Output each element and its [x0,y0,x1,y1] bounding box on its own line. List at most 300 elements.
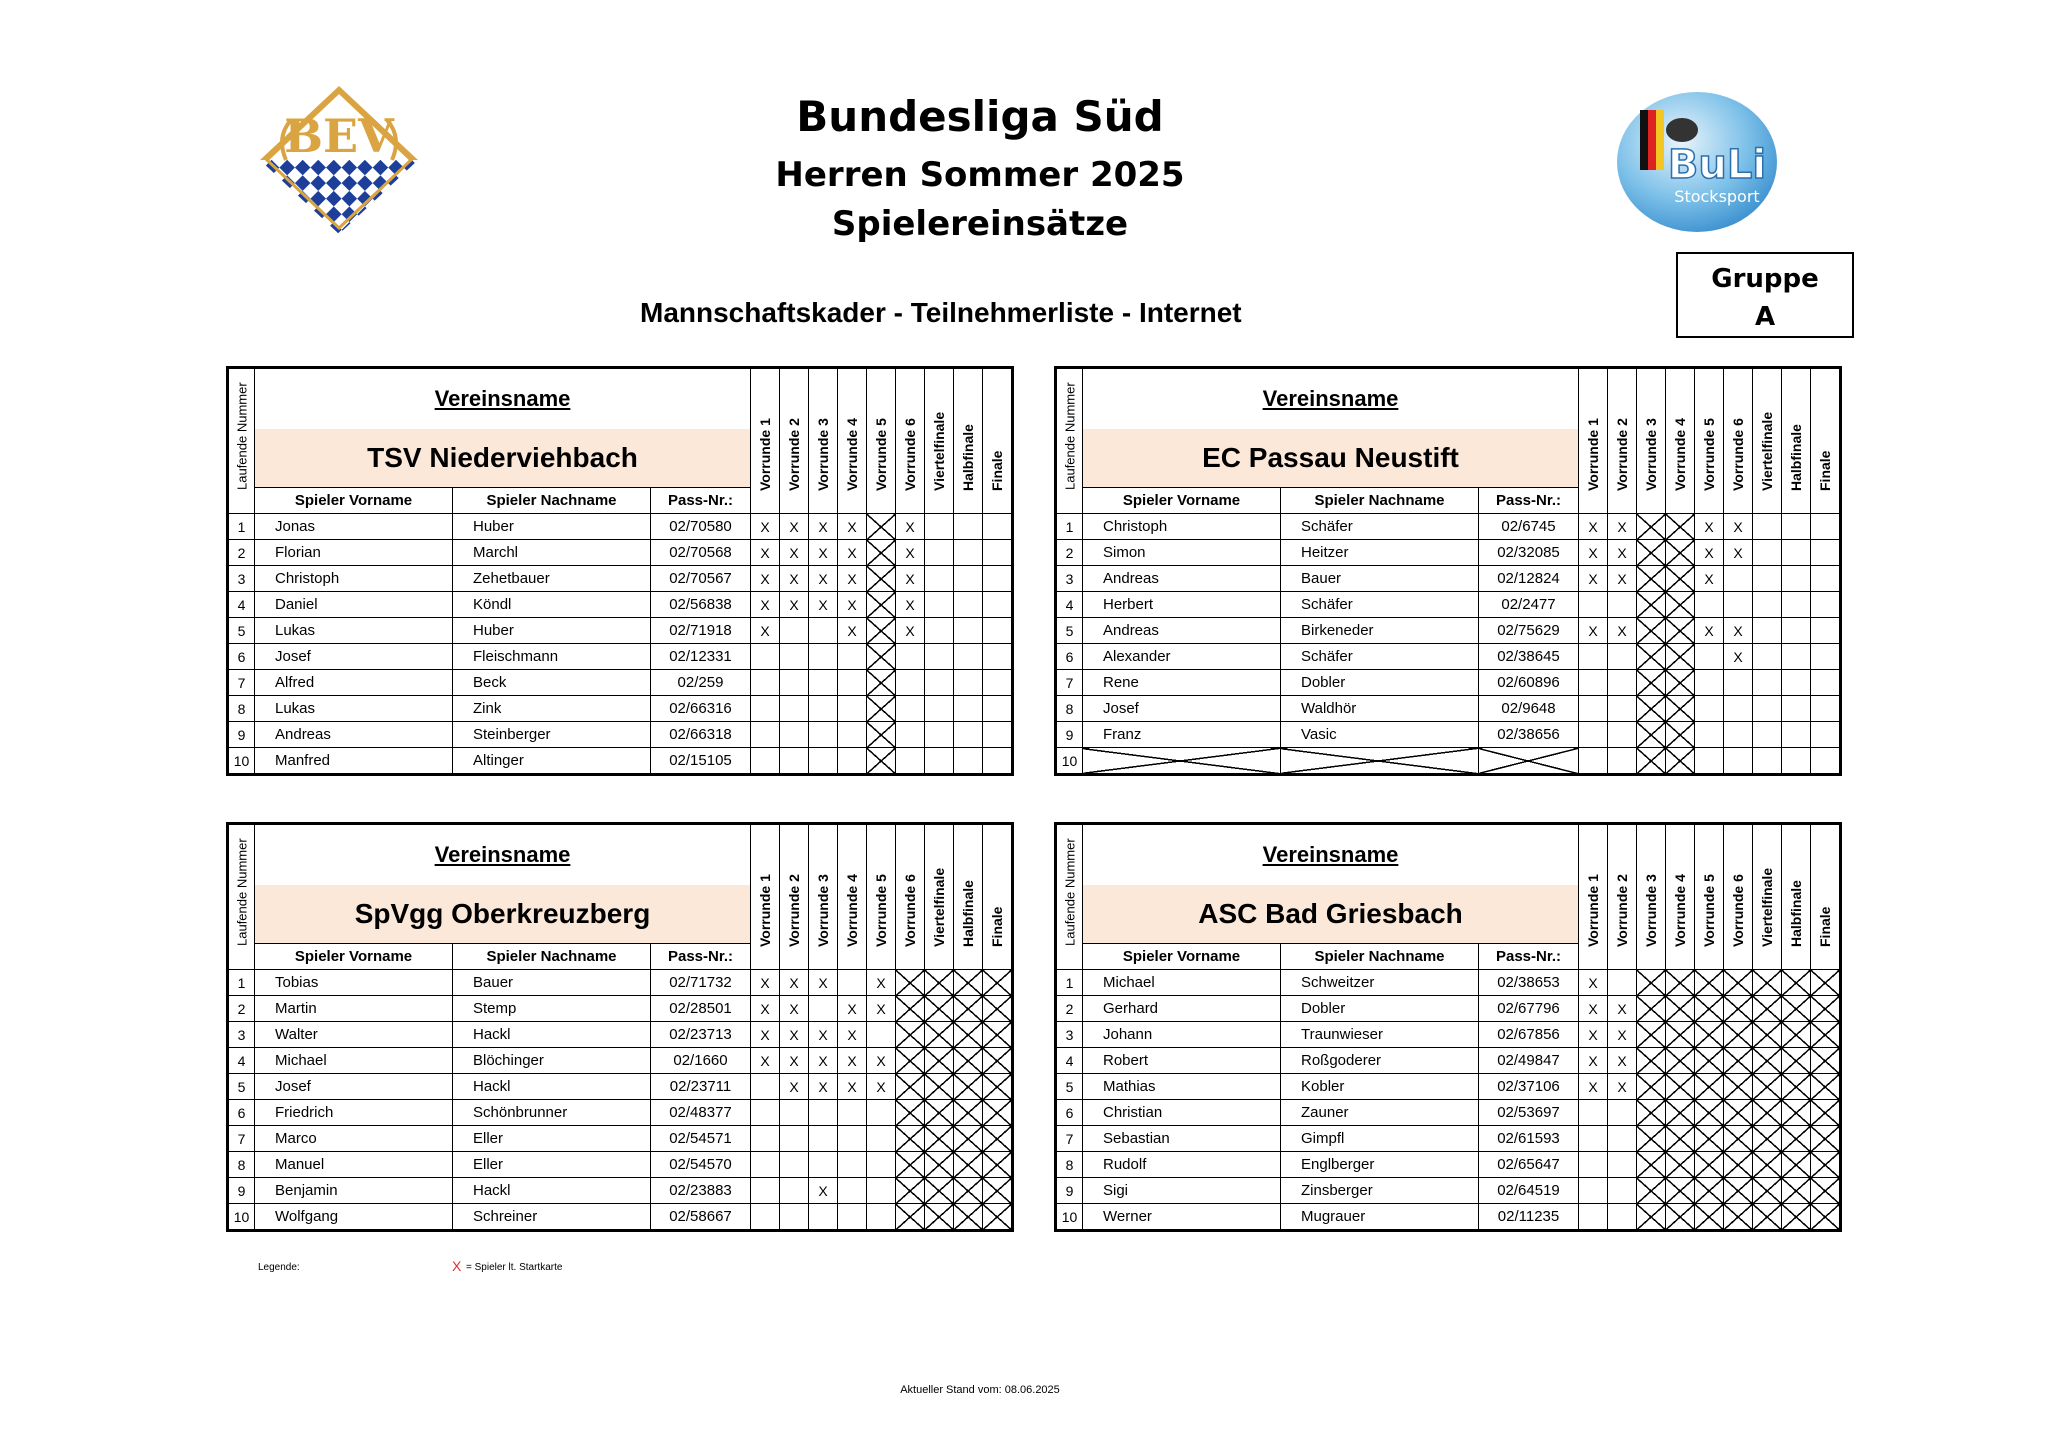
round-blocked-cell [1637,1126,1666,1152]
player-number: 1 [229,514,255,540]
round-blocked-cell [1695,1126,1724,1152]
player-number: 2 [229,996,255,1022]
player-number: 3 [229,1022,255,1048]
round-mark-cell: X [780,1022,809,1048]
round-blocked-cell [1666,1178,1695,1204]
round-label: Vorrunde 6 [902,874,918,947]
round-mark-cell [1753,514,1782,540]
round-blocked-cell [1724,1152,1753,1178]
round-blocked-cell [925,1204,954,1230]
player-pass-number: 02/58667 [651,1204,751,1230]
round-blocked-cell [896,1178,925,1204]
round-mark-cell: X [1608,1048,1637,1074]
round-mark-cell [867,1100,896,1126]
round-blocked-cell [954,1100,983,1126]
round-mark-cell [780,722,809,748]
round-mark-cell: X [896,618,925,644]
round-blocked-cell [925,996,954,1022]
round-mark-cell [1608,1100,1637,1126]
round-mark-cell: X [838,1022,867,1048]
round-mark-cell [925,748,954,774]
round-mark-cell [867,1126,896,1152]
round-mark-cell [1753,592,1782,618]
round-mark-cell [983,670,1012,696]
round-header [1579,825,1608,970]
round-blocked-cell [1637,1178,1666,1204]
round-mark-cell [983,748,1012,774]
round-mark-cell [867,1022,896,1048]
round-label: Halbfinale [1788,424,1804,491]
player-row [229,670,1012,696]
player-number: 8 [229,1152,255,1178]
round-label: Vorrunde 5 [873,418,889,491]
round-mark-cell [1608,970,1637,996]
player-first-name: Sebastian [1083,1126,1281,1152]
player-last-name [1281,748,1479,774]
pass-header: Pass-Nr.: [1479,488,1579,514]
round-mark-cell [838,1152,867,1178]
player-pass-number: 02/12331 [651,644,751,670]
round-mark-cell: X [809,514,838,540]
player-row [1057,1048,1840,1074]
round-mark-cell [1811,670,1840,696]
player-number: 4 [1057,592,1083,618]
player-last-name: Fleischmann [453,644,651,670]
laufende-nummer-label: Laufende Nummer [1062,838,1077,946]
round-mark-cell: X [809,1048,838,1074]
round-blocked-cell [1753,1126,1782,1152]
player-last-name: Vasic [1281,722,1479,748]
player-first-name: Manfred [255,748,453,774]
player-number: 7 [229,670,255,696]
player-row [1057,1074,1840,1100]
round-label: Vorrunde 1 [757,874,773,947]
round-mark-cell: X [780,592,809,618]
round-mark-cell [1695,670,1724,696]
player-pass-number: 02/70568 [651,540,751,566]
round-mark-cell [983,696,1012,722]
round-mark-cell [1811,644,1840,670]
round-mark-cell [925,514,954,540]
player-pass-number: 02/23883 [651,1178,751,1204]
player-last-name: Gimpfl [1281,1126,1479,1152]
player-number: 6 [229,1100,255,1126]
round-blocked-cell [954,1152,983,1178]
player-last-name: Schäfer [1281,592,1479,618]
round-blocked-cell [1782,970,1811,996]
round-label: Vorrunde 4 [1672,418,1688,491]
round-header [1695,369,1724,514]
round-mark-cell [751,1152,780,1178]
player-pass-number: 02/56838 [651,592,751,618]
round-mark-cell [983,592,1012,618]
bev-logo [256,82,422,238]
player-row [229,722,1012,748]
player-pass-number: 02/32085 [1479,540,1579,566]
round-label: Vorrunde 6 [1730,418,1746,491]
round-mark-cell [780,1178,809,1204]
player-number: 8 [1057,696,1083,722]
round-mark-cell [1608,592,1637,618]
round-blocked-cell [867,618,896,644]
round-mark-cell [983,644,1012,670]
player-first-name: Jonas [255,514,453,540]
round-blocked-cell [896,1074,925,1100]
round-blocked-cell [867,592,896,618]
round-blocked-cell [1753,1048,1782,1074]
round-mark-cell [751,722,780,748]
round-blocked-cell [896,1048,925,1074]
round-mark-cell: X [809,540,838,566]
round-mark-cell: X [1579,996,1608,1022]
round-label: Vorrunde 3 [815,418,831,491]
round-blocked-cell [983,1178,1012,1204]
player-last-name: Hackl [453,1074,651,1100]
round-mark-cell [838,748,867,774]
round-label: Halbfinale [1788,880,1804,947]
round-blocked-cell [1666,540,1695,566]
player-last-name: Mugrauer [1281,1204,1479,1230]
round-mark-cell [780,1126,809,1152]
player-last-name: Bauer [1281,566,1479,592]
player-number: 10 [229,748,255,774]
player-number: 3 [229,566,255,592]
round-mark-cell [867,1204,896,1230]
player-last-name: Zehetbauer [453,566,651,592]
round-blocked-cell [1811,1074,1840,1100]
player-first-name: Martin [255,996,453,1022]
round-label: Halbfinale [960,880,976,947]
player-first-name: Christoph [255,566,453,592]
player-last-name: Steinberger [453,722,651,748]
player-number: 5 [1057,618,1083,644]
round-blocked-cell [1695,970,1724,996]
round-header [954,369,983,514]
legend-text: = Spieler lt. Startkarte [466,1262,563,1273]
player-number: 9 [1057,1178,1083,1204]
round-label: Vorrunde 4 [844,418,860,491]
round-mark-cell [751,696,780,722]
round-mark-cell: X [838,566,867,592]
round-blocked-cell [867,748,896,774]
round-header [867,825,896,970]
legend-label: Legende: [258,1262,300,1273]
round-header [1753,825,1782,970]
round-blocked-cell [1637,540,1666,566]
player-number: 8 [1057,1152,1083,1178]
round-blocked-cell [925,1022,954,1048]
round-header [1695,825,1724,970]
player-row [229,996,1012,1022]
round-mark-cell: X [751,540,780,566]
player-first-name: Rene [1083,670,1281,696]
player-last-name: Zauner [1281,1100,1479,1126]
player-first-name: Michael [1083,970,1281,996]
round-blocked-cell [1666,1074,1695,1100]
round-blocked-cell [1666,1126,1695,1152]
player-pass-number: 02/11235 [1479,1204,1579,1230]
round-blocked-cell [983,1152,1012,1178]
round-label: Viertelfinale [931,411,947,491]
round-blocked-cell [1695,996,1724,1022]
player-first-name: Andreas [1083,618,1281,644]
round-mark-cell [751,670,780,696]
round-mark-cell [809,722,838,748]
round-mark-cell: X [1579,1022,1608,1048]
round-blocked-cell [1666,514,1695,540]
vereinsname-label: Vereinsname [1262,386,1399,411]
round-blocked-cell [1753,996,1782,1022]
stand-date: Aktueller Stand vom: 08.06.2025 [900,1384,1060,1396]
vereinsname-header [1083,369,1579,430]
round-mark-cell: X [896,540,925,566]
player-row [229,644,1012,670]
round-mark-cell [780,1204,809,1230]
round-mark-cell [954,670,983,696]
round-blocked-cell [867,696,896,722]
player-first-name: Walter [255,1022,453,1048]
round-mark-cell [1811,566,1840,592]
round-blocked-cell [1753,1022,1782,1048]
round-mark-cell [954,592,983,618]
round-blocked-cell [1782,1048,1811,1074]
player-last-name: Bauer [453,970,651,996]
round-blocked-cell [1724,970,1753,996]
round-mark-cell: X [1724,540,1753,566]
player-last-name: Blöchinger [453,1048,651,1074]
round-blocked-cell [1666,970,1695,996]
round-mark-cell: X [751,566,780,592]
buli-logo [1612,90,1782,234]
round-mark-cell [896,722,925,748]
vorname-header: Spieler Vorname [255,944,453,970]
round-blocked-cell [1637,722,1666,748]
round-blocked-cell [983,1022,1012,1048]
round-mark-cell [1608,748,1637,774]
round-mark-cell [1782,696,1811,722]
round-mark-cell [1753,696,1782,722]
round-mark-cell: X [1608,514,1637,540]
player-first-name: Lukas [255,696,453,722]
round-mark-cell [954,644,983,670]
player-pass-number: 02/53697 [1479,1100,1579,1126]
round-blocked-cell [1811,1204,1840,1230]
round-blocked-cell [896,1100,925,1126]
player-pass-number: 02/38645 [1479,644,1579,670]
round-mark-cell: X [838,592,867,618]
round-mark-cell: X [809,970,838,996]
round-mark-cell [867,1152,896,1178]
round-mark-cell [954,540,983,566]
round-header [1724,369,1753,514]
round-mark-cell [1579,748,1608,774]
player-first-name: Gerhard [1083,996,1281,1022]
round-header [780,825,809,970]
round-mark-cell [751,644,780,670]
player-row [229,540,1012,566]
player-row [229,1074,1012,1100]
player-last-name: Roßgoderer [1281,1048,1479,1074]
round-mark-cell [1782,592,1811,618]
round-mark-cell: X [838,1048,867,1074]
player-pass-number: 02/38653 [1479,970,1579,996]
player-row [1057,644,1840,670]
round-mark-cell [1579,592,1608,618]
round-blocked-cell [1637,618,1666,644]
round-blocked-cell [1724,1204,1753,1230]
player-first-name: Josef [255,644,453,670]
round-mark-cell [954,514,983,540]
player-last-name: Hackl [453,1022,651,1048]
player-first-name: Josef [1083,696,1281,722]
round-mark-cell: X [1579,970,1608,996]
player-last-name: Stemp [453,996,651,1022]
roster-table [1056,368,1840,774]
round-blocked-cell [983,1074,1012,1100]
round-label: Viertelfinale [931,867,947,947]
round-mark-cell [780,644,809,670]
player-row [229,1126,1012,1152]
round-mark-cell [1724,566,1753,592]
player-row [1057,1152,1840,1178]
round-mark-cell: X [867,970,896,996]
player-pass-number: 02/60896 [1479,670,1579,696]
player-number: 1 [229,970,255,996]
pass-header: Pass-Nr.: [651,488,751,514]
round-mark-cell [1782,540,1811,566]
round-label: Vorrunde 3 [1643,418,1659,491]
laufende-nummer-label: Laufende Nummer [1062,382,1077,490]
round-mark-cell [954,696,983,722]
round-mark-cell: X [1608,1074,1637,1100]
round-label: Viertelfinale [1759,867,1775,947]
round-mark-cell: X [1724,514,1753,540]
round-header [1608,369,1637,514]
round-blocked-cell [1811,1048,1840,1074]
round-header [838,369,867,514]
round-mark-cell [780,748,809,774]
player-first-name: Tobias [255,970,453,996]
legend-mark: X [452,1258,462,1274]
round-blocked-cell [867,514,896,540]
player-number: 10 [1057,1204,1083,1230]
round-blocked-cell [1811,1178,1840,1204]
player-first-name: Andreas [1083,566,1281,592]
round-mark-cell: X [751,996,780,1022]
player-first-name: Sigi [1083,1178,1281,1204]
player-first-name: Manuel [255,1152,453,1178]
player-row [229,514,1012,540]
round-blocked-cell [983,1100,1012,1126]
round-mark-cell [1724,722,1753,748]
round-mark-cell [954,748,983,774]
round-mark-cell: X [751,1022,780,1048]
player-number: 6 [229,644,255,670]
round-blocked-cell [1724,1126,1753,1152]
round-mark-cell [925,592,954,618]
player-number: 3 [1057,566,1083,592]
round-mark-cell: X [1608,540,1637,566]
player-row [1057,618,1840,644]
round-mark-cell [1724,748,1753,774]
round-mark-cell [1695,644,1724,670]
round-mark-cell [1579,1100,1608,1126]
round-mark-cell [809,644,838,670]
round-mark-cell [925,618,954,644]
round-label: Vorrunde 1 [1585,874,1601,947]
player-last-name: Traunwieser [1281,1022,1479,1048]
round-mark-cell [751,1074,780,1100]
player-row [1057,1022,1840,1048]
player-first-name [1083,748,1281,774]
round-blocked-cell [1666,618,1695,644]
round-blocked-cell [1811,1100,1840,1126]
player-pass-number: 02/15105 [651,748,751,774]
player-row [1057,1204,1840,1230]
round-mark-cell [983,618,1012,644]
round-blocked-cell [867,566,896,592]
player-pass-number: 02/71732 [651,970,751,996]
player-first-name: Christian [1083,1100,1281,1126]
round-blocked-cell [1637,1048,1666,1074]
round-mark-cell [1608,1152,1637,1178]
round-mark-cell [896,748,925,774]
page-title: Bundesliga Süd [796,92,1164,141]
round-label: Vorrunde 5 [1701,418,1717,491]
player-row [229,1152,1012,1178]
round-blocked-cell [1724,1100,1753,1126]
round-label: Finale [989,906,1005,947]
player-number: 10 [229,1204,255,1230]
player-pass-number: 02/67796 [1479,996,1579,1022]
round-header [1666,825,1695,970]
player-last-name: Huber [453,514,651,540]
player-first-name: Alexander [1083,644,1281,670]
player-number: 8 [229,696,255,722]
round-mark-cell [1608,696,1637,722]
player-last-name: Köndl [453,592,651,618]
round-header [1637,369,1666,514]
round-header [1782,369,1811,514]
round-header [983,825,1012,970]
round-mark-cell: X [809,1022,838,1048]
round-mark-cell [1782,722,1811,748]
round-mark-cell [1724,696,1753,722]
round-mark-cell: X [1579,514,1608,540]
round-blocked-cell [1695,1152,1724,1178]
player-first-name: Florian [255,540,453,566]
round-blocked-cell [867,644,896,670]
round-mark-cell [983,722,1012,748]
player-number: 1 [1057,970,1083,996]
round-blocked-cell [1637,1100,1666,1126]
round-label: Vorrunde 2 [786,418,802,491]
player-pass-number: 02/71918 [651,618,751,644]
round-mark-cell [1782,644,1811,670]
round-mark-cell [780,670,809,696]
player-pass-number [1479,748,1579,774]
round-blocked-cell [1666,748,1695,774]
player-last-name: Dobler [1281,670,1479,696]
player-pass-number: 02/54570 [651,1152,751,1178]
buli-logo-text: BuLi [1667,142,1767,188]
round-blocked-cell [1637,566,1666,592]
player-row [229,970,1012,996]
round-mark-cell: X [1724,644,1753,670]
season-title: Herren Sommer 2025 [775,155,1185,195]
round-mark-cell [954,722,983,748]
nachname-header: Spieler Nachname [453,944,651,970]
